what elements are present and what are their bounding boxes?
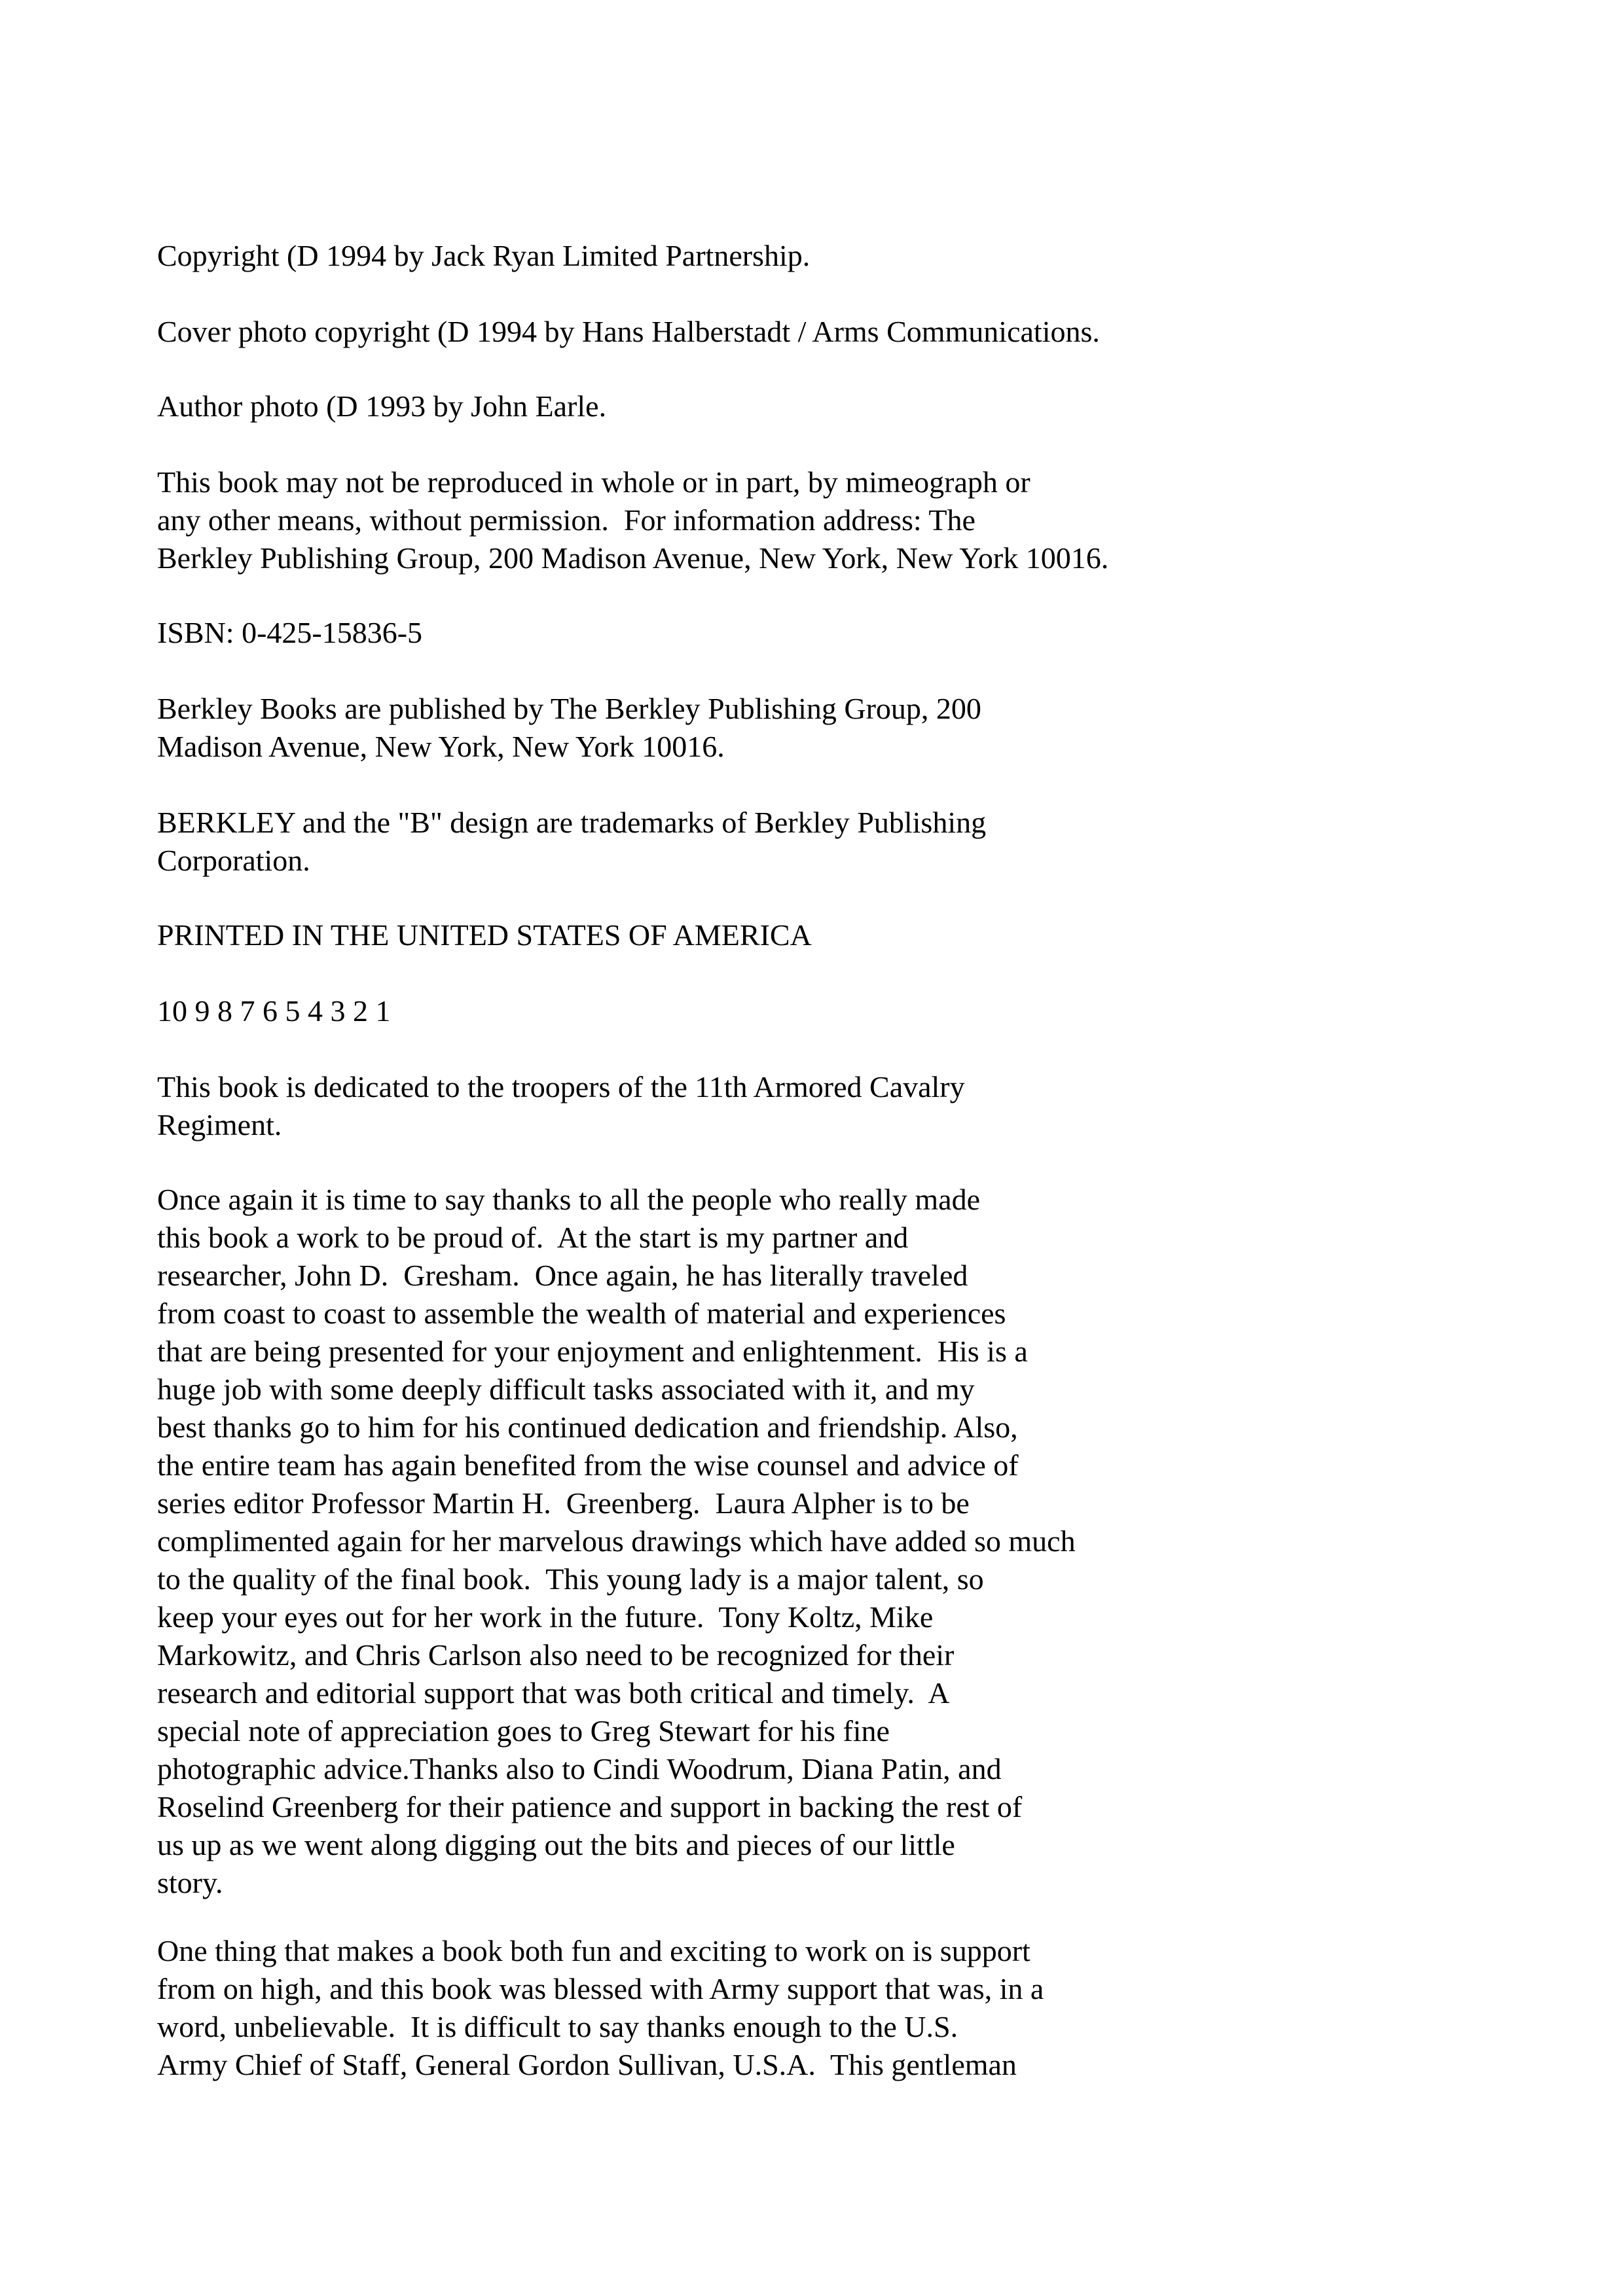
text-line: researcher, John D. Gresham. Once again, he has literally traveled [157, 1259, 968, 1292]
dedication [157, 1068, 1532, 1144]
text-line: from coast to coast to assemble the wealth of material and experiences [157, 1297, 1006, 1330]
text-line: Author photo (D 1993 by John Earle. [157, 389, 607, 423]
text-line: ISBN: 0-425-15836-5 [157, 616, 423, 649]
text-line: BERKLEY and the "B" design are trademarks of Berkley Publishing [157, 806, 987, 839]
text-line: Regiment. [157, 1108, 282, 1141]
text-line: huge job with some deeply difficult tasks associated with it, and my [157, 1372, 975, 1406]
text-line: best thanks go to him for his continued dedication and friendship. Also, [157, 1410, 1018, 1444]
trademark-notice [157, 804, 1532, 880]
text-line: Madison Avenue, New York, New York 10016. [157, 730, 725, 763]
text-line: Once again it is time to say thanks to all the people who really made [157, 1183, 980, 1216]
text-line: the entire team has again benefited from the wise counsel and advice of [157, 1448, 1019, 1482]
text-line: PRINTED IN THE UNITED STATES OF AMERICA [157, 918, 812, 952]
text-line: any other means, without permission. For information address: The [157, 503, 976, 537]
text-line: Army Chief of Staff, General Gordon Sullivan, U.S.A. This gentleman [157, 2048, 1017, 2081]
cover-photo-credit [157, 313, 1532, 351]
text-line: word, unbelievable. It is difficult to say thanks enough to the U.S. [157, 2010, 958, 2043]
text-line: Roselind Greenberg for their patience and support in backing the rest of [157, 1790, 1023, 1823]
text-line: this book a work to be proud of. At the start is my partner and [157, 1221, 909, 1254]
text-line: us up as we went along digging out the bits and pieces of our little [157, 1828, 955, 1861]
text-line: keep your eyes out for her work in the future. Tony Koltz, Mike [157, 1600, 934, 1634]
text-line: story. [157, 1866, 223, 1899]
printing-numbers [157, 992, 1532, 1030]
text-line: Cover photo copyright (D 1994 by Hans Halberstadt / Arms Communications. [157, 315, 1100, 348]
text-line: that are being presented for your enjoyment and enlightenment. His is a [157, 1335, 1028, 1368]
text-line: Berkley Publishing Group, 200 Madison Avenue, New York, New York 10016. [157, 541, 1109, 575]
text-line: to the quality of the final book. This young lady is a major talent, so [157, 1562, 984, 1596]
publisher-notice [157, 690, 1532, 766]
copyright-notice [157, 237, 1532, 275]
text-line: One thing that makes a book both fun and exciting to work on is support [157, 1934, 1030, 1967]
text-line: research and editorial support that was both critical and timely. A [157, 1676, 950, 1710]
reproduction-notice [157, 463, 1532, 577]
text-line: special note of appreciation goes to Greg Stewart for his fine [157, 1714, 890, 1748]
acknowledgments-paragraph-2 [157, 1932, 1532, 2084]
text-line: complimented again for her marvelous drawings which have added so much [157, 1524, 1076, 1558]
text-line: from on high, and this book was blessed with Army support that was, in a [157, 1972, 1044, 2005]
acknowledgments-paragraph-1 [157, 1181, 1532, 1902]
printed-in-usa [157, 916, 1532, 954]
text-line: Copyright (D 1994 by Jack Ryan Limited Partnership. [157, 239, 811, 272]
text-line: Berkley Books are published by The Berkley Publishing Group, 200 [157, 692, 981, 725]
text-line: This book is dedicated to the troopers of the 11th Armored Cavalry [157, 1070, 965, 1103]
text-line: Corporation. [157, 844, 310, 877]
author-photo-credit [157, 387, 1532, 425]
text-line: Markowitz, and Chris Carlson also need to be recognized for their [157, 1638, 955, 1672]
text-line: series editor Professor Martin H. Greenberg. Laura Alpher is to be [157, 1486, 970, 1520]
text-line: This book may not be reproduced in whole or in part, by mimeograph or [157, 465, 1030, 499]
isbn [157, 614, 1532, 652]
text-line: 10 9 8 7 6 5 4 3 2 1 [157, 994, 391, 1028]
text-line: photographic advice.Thanks also to Cindi Woodrum, Diana Patin, and [157, 1752, 1002, 1785]
